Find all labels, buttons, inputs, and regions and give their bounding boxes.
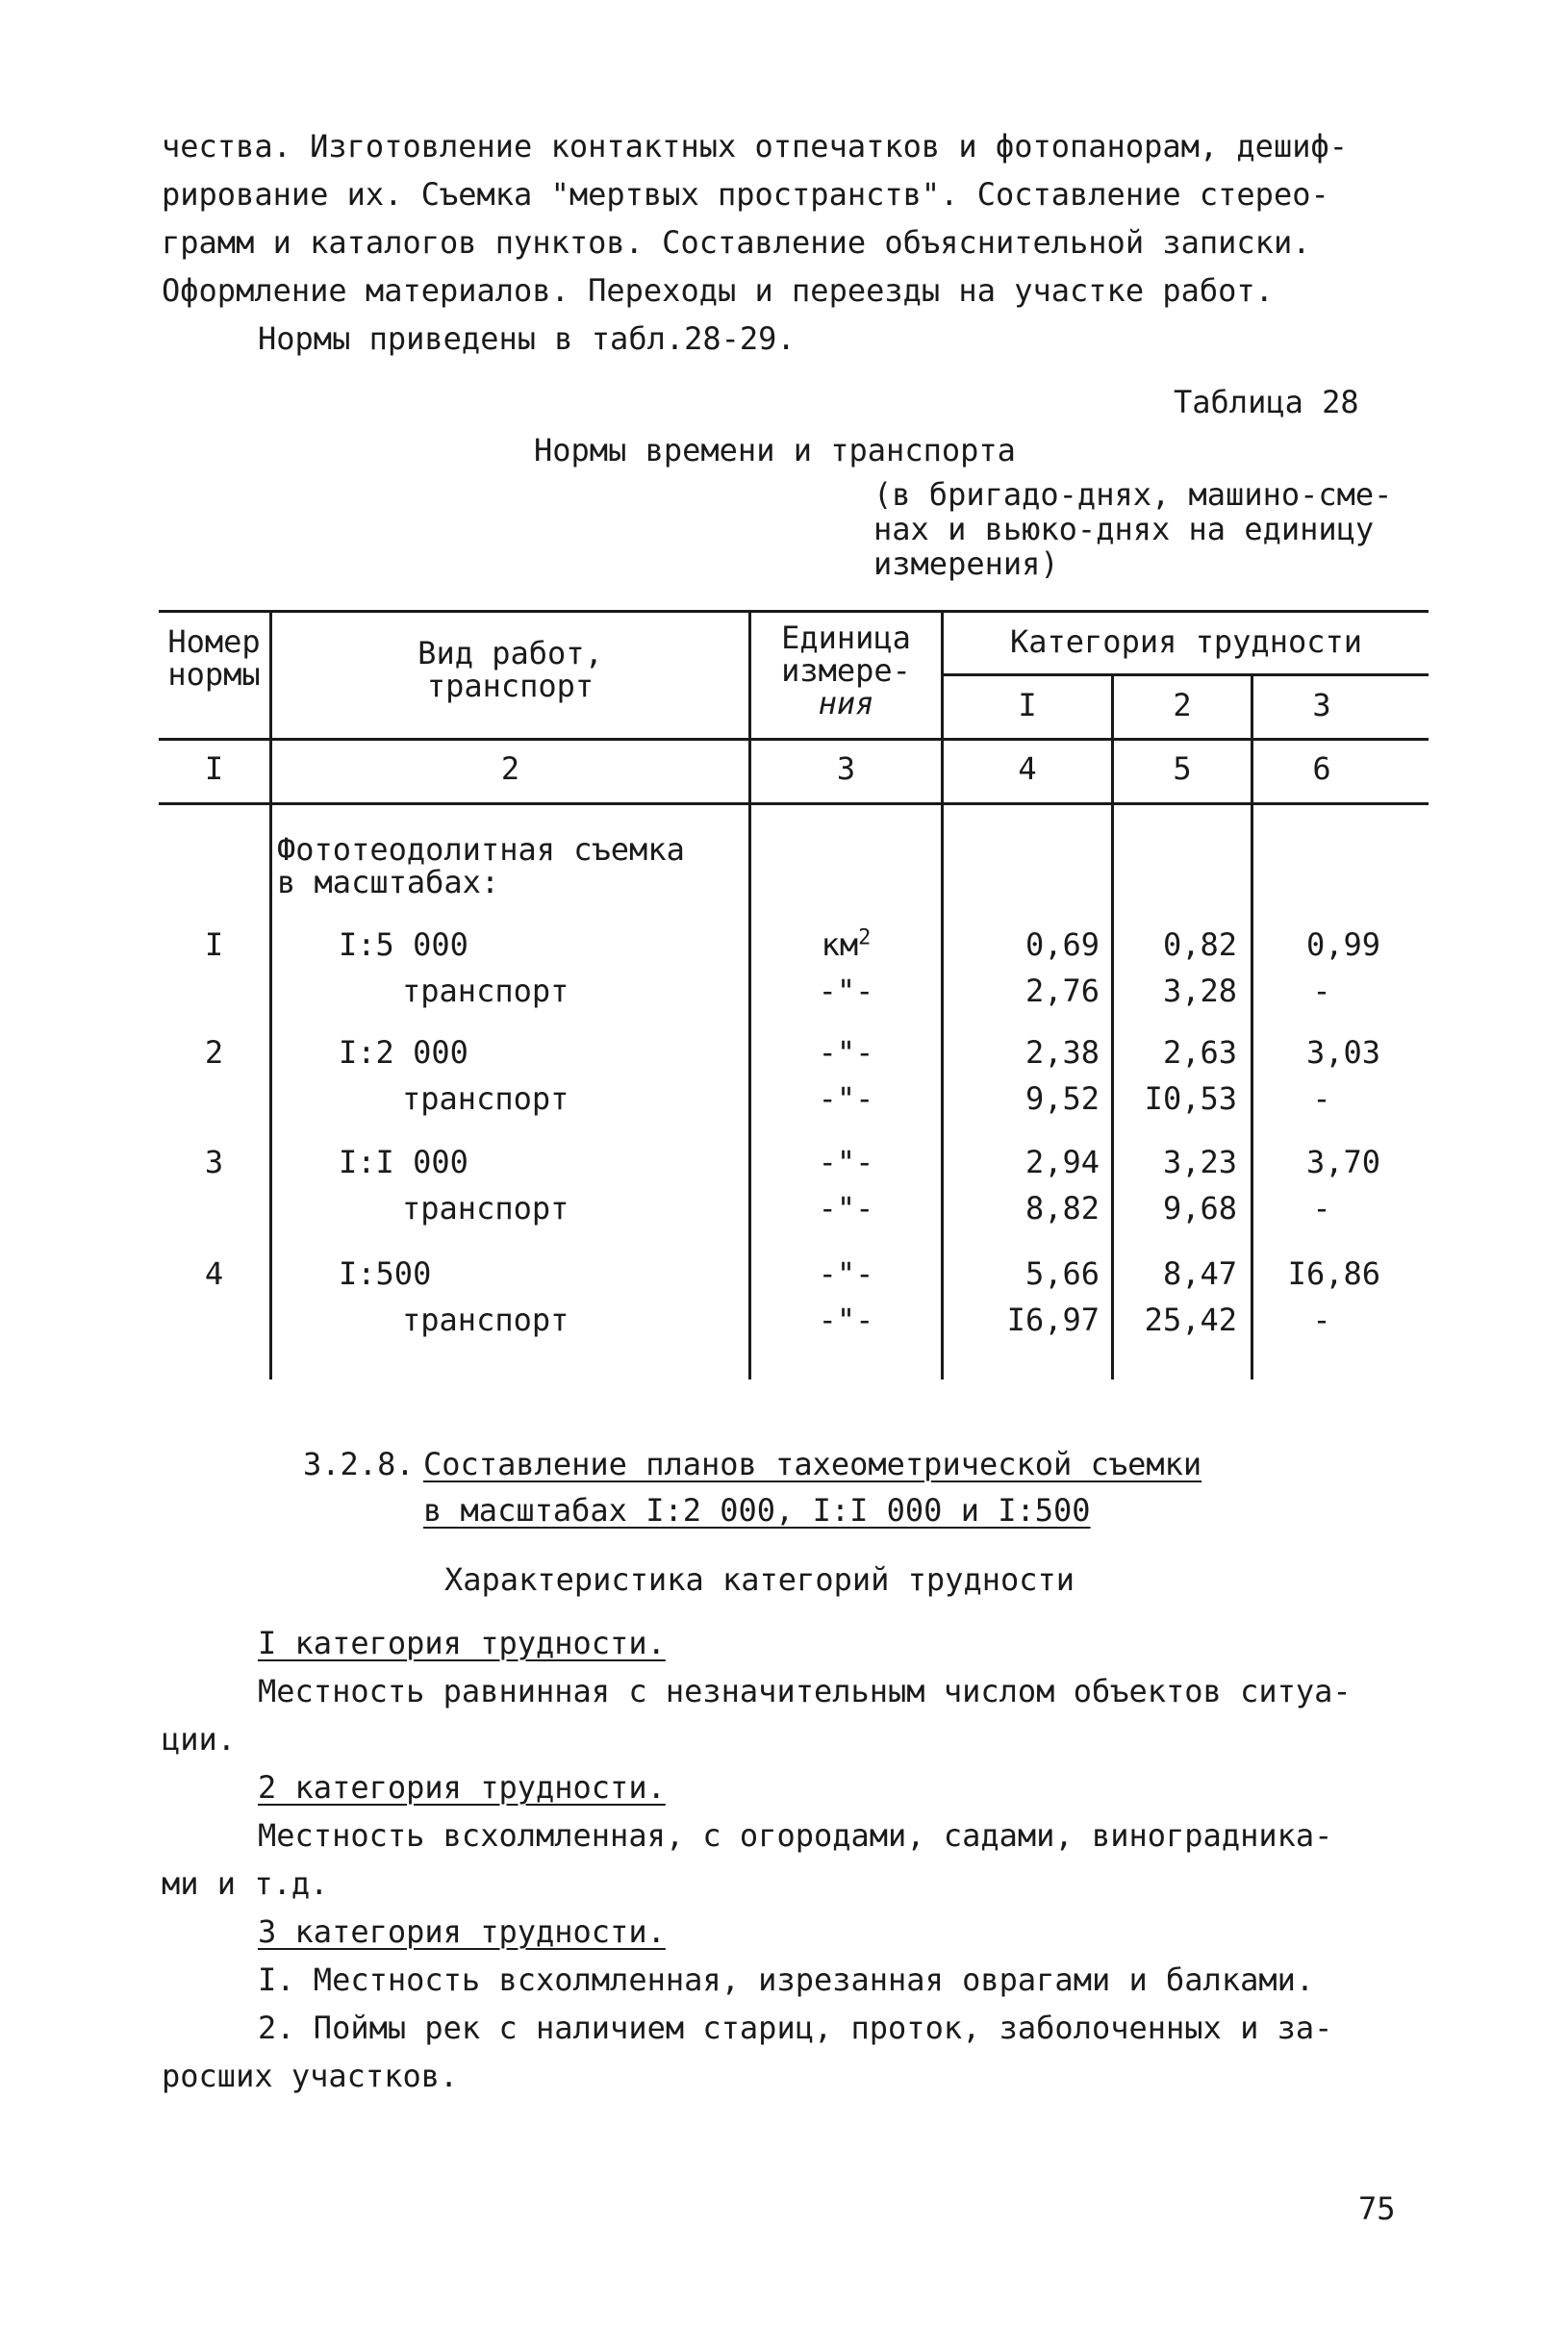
header-category: Категория трудности [1009,623,1363,660]
cat3-heading: 3 категория трудности. [258,1913,666,1950]
cat3-text-3: росших участков. [162,2058,459,2094]
intro-line-4: Оформление материалов. Переходы и переезды на участке работ. [162,272,1274,309]
row-cat1-value: I6,97 [1006,1302,1100,1338]
row-unit [751,1143,941,1181]
row-work: I:2 000 [339,1034,468,1071]
header-bottom-rule [159,738,1429,741]
table-units-3: измерения) [873,545,1059,582]
row-unit-text: км [821,926,859,963]
header-unit-1: Единица [781,620,911,656]
col-number-1: I [204,750,224,787]
col-number-5: 5 [1173,750,1192,787]
row-cat1-value: 8,82 [1024,1190,1100,1227]
row-unit [751,1033,941,1072]
row-work: транспорт [402,1080,569,1117]
table-section-title-2: в масштабах: [277,864,500,900]
row-unit [751,1301,941,1339]
row-cat3-value: 0,99 [1305,926,1380,963]
row-unit [751,925,941,964]
row-number: I [204,926,224,963]
row-number: 2 [204,1034,224,1071]
cat2-text-1: Местность всхолмленная, с огородами, садами, виноградника- [258,1817,1333,1854]
row-cat1-value: 2,94 [1024,1144,1100,1180]
col-number-4: 4 [1018,750,1037,787]
row-unit [751,1254,941,1293]
cat2-heading: 2 категория трудности. [258,1769,666,1806]
row-unit [751,1079,941,1118]
row-unit [751,1189,941,1227]
row-unit-text: -"- [818,1255,874,1292]
header-number-1: Номер [167,623,261,660]
row-cat2-value: 9,68 [1162,1190,1237,1227]
table-top-rule [159,610,1429,613]
col-numbers-rule [159,802,1429,805]
row-cat3-value: I6,86 [1287,1255,1380,1292]
header-cat-3: 3 [1312,687,1331,723]
row-unit-text: -"- [818,1190,874,1227]
row-cat3-value: - [1312,1302,1331,1338]
intro-line-2: рирование их. Съемка "мертвых пространств". Составление стерео- [162,176,1329,213]
row-cat2-value: 8,47 [1162,1255,1237,1292]
row-work: I:5 000 [339,926,468,963]
header-unit-2: измере- [781,652,911,689]
row-unit-text: -"- [818,1034,874,1071]
row-work: I:I 000 [339,1144,468,1180]
row-work: транспорт [402,1190,569,1227]
row-cat1-value: 0,69 [1024,926,1100,963]
cat1-text-2: ции. [162,1721,237,1758]
category-rule [943,673,1429,676]
row-unit [751,972,941,1010]
col-number-6: 6 [1312,750,1331,787]
header-work-2: транспорт [426,668,594,704]
table-title: Нормы времени и транспорта [534,432,1016,468]
row-work: транспорт [402,973,569,1009]
table-section-title-1: Фототеодолитная съемка [277,831,685,868]
row-cat2-value: 3,23 [1162,1144,1237,1180]
row-cat3-value: 3,70 [1305,1144,1380,1180]
section-subtitle: Характеристика категорий трудности [444,1561,1075,1598]
intro-line-1: чества. Изготовление контактных отпечатков и фотопанорам, дешиф- [162,128,1348,164]
header-unit-3: ния [818,685,874,721]
row-cat3-value: - [1312,1190,1331,1227]
section-number: 3.2.8. [303,1446,415,1482]
row-cat1-value: 5,66 [1024,1255,1100,1292]
row-unit-text: -"- [818,1302,874,1338]
table-units-2: нах и вьюко-днях на единицу [873,511,1375,547]
row-number: 4 [204,1255,224,1292]
row-cat2-value: 3,28 [1162,973,1237,1009]
header-cat-1: I [1018,687,1037,723]
row-number: 3 [204,1144,224,1180]
col-number-2: 2 [500,750,520,787]
table-label: Таблица 28 [1174,384,1359,420]
row-cat3-value: 3,03 [1305,1034,1380,1071]
row-cat1-value: 2,38 [1024,1034,1100,1071]
row-cat2-value: I0,53 [1144,1080,1237,1117]
cat1-heading: I категория трудности. [258,1625,666,1661]
cat2-text-2: ми и т.д. [162,1865,329,1902]
page-number: 75 [1358,2190,1396,2227]
row-cat1-value: 2,76 [1024,973,1100,1009]
row-cat1-value: 9,52 [1024,1080,1100,1117]
header-cat-2: 2 [1173,687,1192,723]
cat1-text-1: Местность равнинная с незначительным числом объектов ситуа- [258,1673,1352,1709]
row-cat3-value: - [1312,973,1331,1009]
row-unit-text: -"- [818,1080,874,1117]
row-unit-text: -"- [818,1144,874,1180]
cat3-text-2: 2. Поймы рек с наличием стариц, проток, заболоченных и за- [258,2010,1333,2046]
row-work: транспорт [402,1302,569,1338]
norms-reference: Нормы приведены в табл.28-29. [258,320,796,357]
header-work-1: Вид работ, [417,635,603,671]
row-cat2-value: 2,63 [1162,1034,1237,1071]
header-number-2: нормы [167,656,261,693]
row-cat2-value: 0,82 [1162,926,1237,963]
row-cat2-value: 25,42 [1144,1302,1237,1338]
section-title-line-1: Составление планов тахеометрической съемки [423,1446,1202,1482]
section-title-line-2: в масштабах I:2 000, I:I 000 и I:500 [423,1492,1091,1529]
cat3-text-1: I. Местность всхолмленная, изрезанная оврагами и балками. [258,1961,1315,1998]
row-unit-text: -"- [818,973,874,1009]
intro-line-3: грамм и каталогов пунктов. Составление объяснительной записки. [162,224,1311,261]
col-number-3: 3 [836,750,856,787]
row-cat3-value: - [1312,1080,1331,1117]
row-work: I:500 [339,1255,432,1292]
table-units-1: (в бригадо-днях, машино-сме- [873,476,1393,513]
col-divider-1 [269,610,272,1379]
row-unit-superscript: 2 [858,925,872,950]
